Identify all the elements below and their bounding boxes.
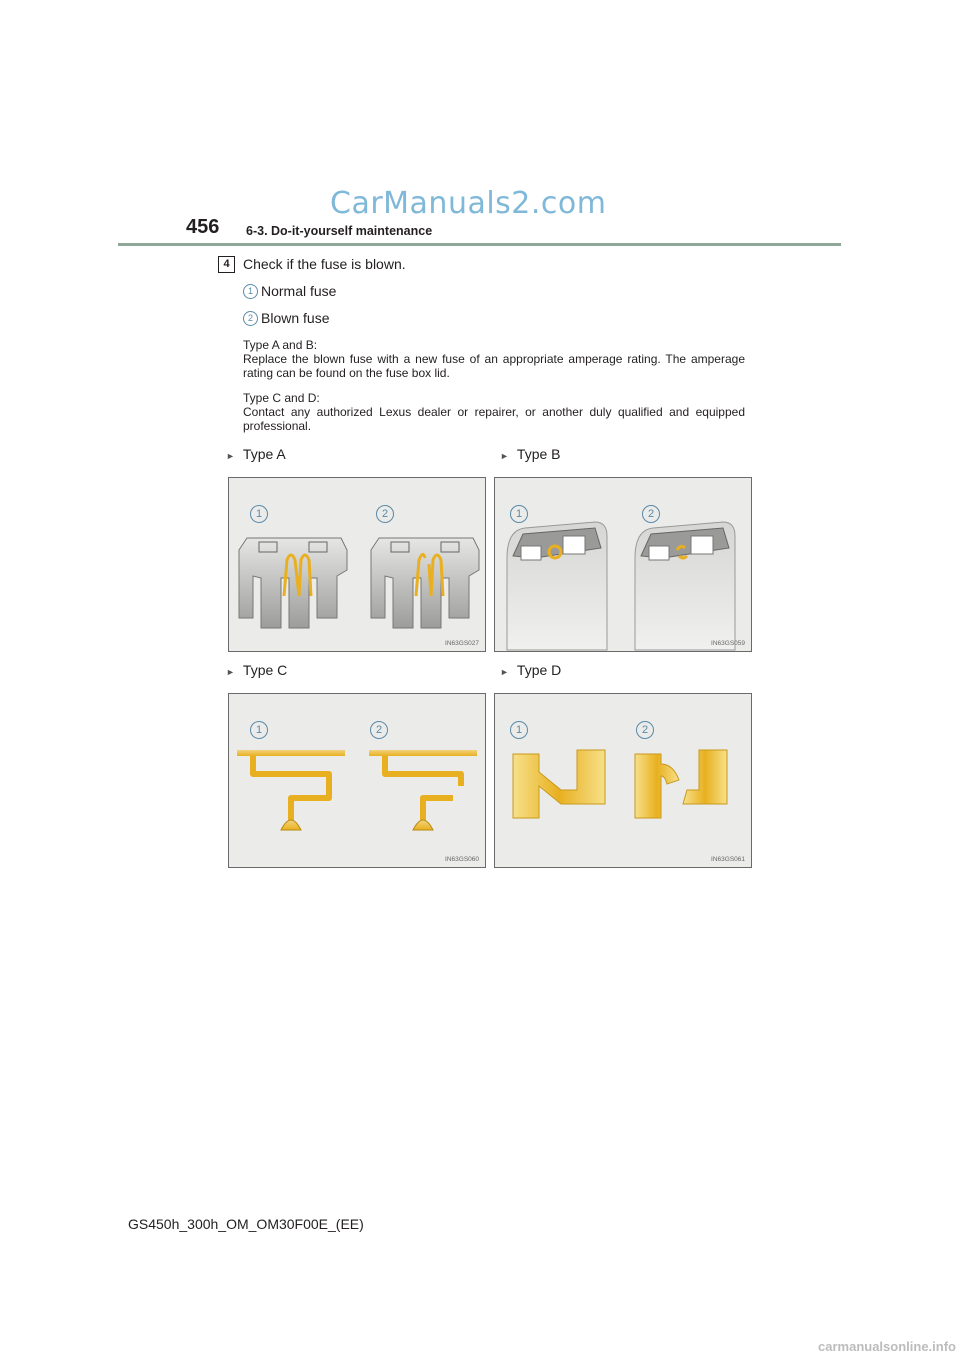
callout-2: 2 — [370, 721, 388, 739]
figure-code: IN63GS027 — [445, 640, 479, 647]
watermark-bottom: carmanualsonline.info — [818, 1339, 956, 1354]
type-d-label: ► Type D — [500, 662, 562, 678]
callout-2: 2 — [636, 721, 654, 739]
normal-fuse-b — [507, 522, 607, 650]
footer-model-code: GS450h_300h_OM_OM30F00E_(EE) — [128, 1216, 364, 1232]
note-cd-heading: Type C and D: — [243, 391, 320, 405]
bus-bar-fuse-illustration — [495, 694, 751, 867]
figure-code: IN63GS059 — [711, 640, 745, 647]
figure-code: IN63GS060 — [445, 856, 479, 863]
watermark-top: CarManuals2.com — [330, 186, 607, 221]
cartridge-fuse-illustration — [495, 478, 751, 651]
callout-1: 1 — [510, 721, 528, 739]
figure-type-d — [494, 693, 752, 868]
type-a-label: ► Type A — [226, 446, 286, 462]
figure-code: IN63GS061 — [711, 856, 745, 863]
figure-type-b — [494, 477, 752, 652]
blade-fuse-illustration — [229, 478, 485, 651]
callout-1: 1 — [510, 505, 528, 523]
step-number-badge: 4 — [218, 256, 235, 273]
item-blown-fuse: Blown fuse — [261, 310, 330, 326]
type-c-label: ► Type C — [226, 662, 288, 678]
note-cd-body: Contact any authorized Lexus dealer or repairer, or another duly qualified and equipped professional. — [243, 405, 745, 433]
normal-fuse-a — [239, 538, 347, 628]
type-b-label: ► Type B — [500, 446, 561, 462]
item-normal-fuse: Normal fuse — [261, 283, 337, 299]
callout-2: 2 — [642, 505, 660, 523]
header-rule — [118, 243, 841, 246]
callout-1: 1 — [250, 505, 268, 523]
callout-1: 1 — [250, 721, 268, 739]
blown-fuse-c — [369, 750, 477, 830]
triangle-bullet-icon: ► — [226, 451, 235, 461]
page-number: 456 — [186, 216, 220, 238]
figure-type-a — [228, 477, 486, 652]
strip-fuse-illustration — [229, 694, 485, 867]
triangle-bullet-icon: ► — [226, 667, 235, 677]
step-text: Check if the fuse is blown. — [243, 256, 406, 272]
item-number-1: 1 — [243, 284, 258, 299]
note-ab-body: Replace the blown fuse with a new fuse of an appropriate amperage rating. The amperage rating can be found on the fuse box lid. — [243, 352, 745, 380]
note-ab-heading: Type A and B: — [243, 338, 318, 352]
blown-fuse-d — [635, 750, 727, 818]
blown-fuse-b — [635, 522, 735, 650]
triangle-bullet-icon: ► — [500, 451, 509, 461]
callout-2: 2 — [376, 505, 394, 523]
normal-fuse-c — [237, 750, 345, 830]
figure-type-c — [228, 693, 486, 868]
blown-fuse-a — [371, 538, 479, 628]
section-title: 6-3. Do-it-yourself maintenance — [246, 224, 433, 238]
normal-fuse-d — [513, 750, 605, 818]
item-number-2: 2 — [243, 311, 258, 326]
triangle-bullet-icon: ► — [500, 667, 509, 677]
